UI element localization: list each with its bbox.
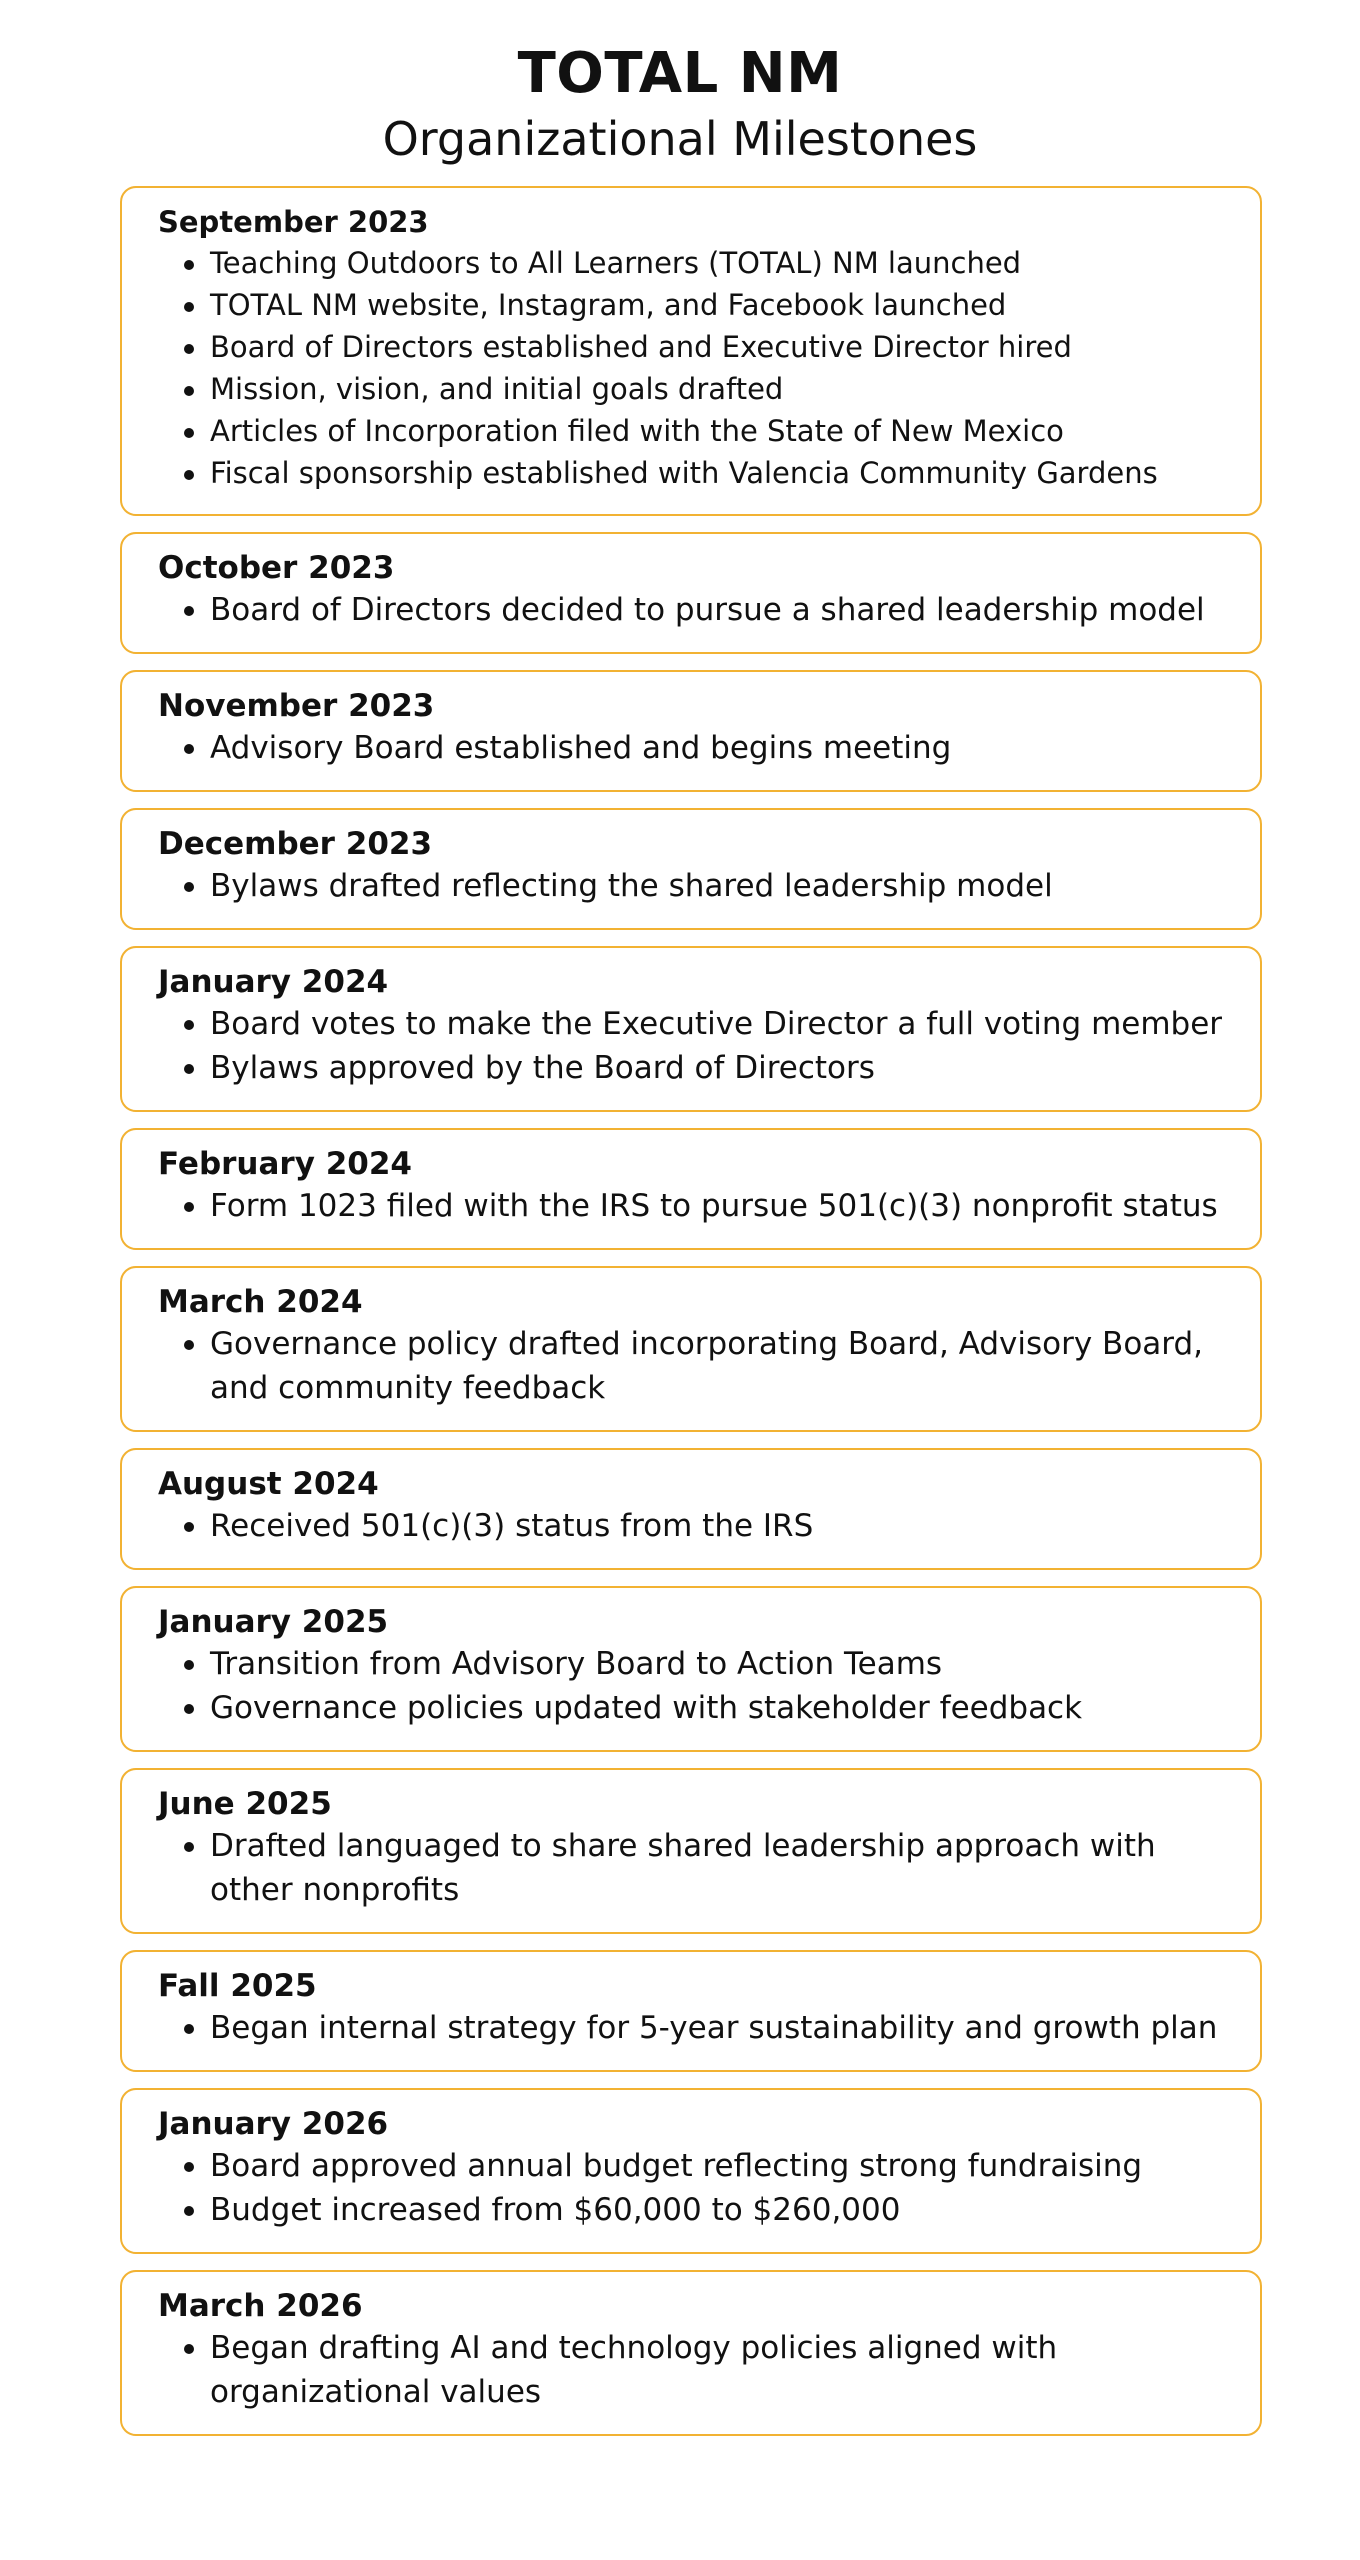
page-title: TOTAL NM <box>517 41 843 106</box>
milestone-item: TOTAL NM website, Instagram, and Facebook launched <box>210 284 1226 326</box>
milestone-list <box>158 2326 1226 2414</box>
milestone-list <box>158 1322 1226 1410</box>
milestone-card <box>120 1950 1262 2072</box>
milestone-card <box>120 946 1262 1112</box>
milestone-list <box>158 1184 1226 1228</box>
milestone-list <box>158 588 1226 632</box>
milestone-card <box>120 532 1262 654</box>
milestone-item: Fiscal sponsorship established with Valencia Community Gardens <box>210 452 1226 494</box>
milestone-item: Teaching Outdoors to All Learners (TOTAL) NM launched <box>210 242 1226 284</box>
milestone-date: June 2025 <box>158 1786 332 1822</box>
milestone-card <box>120 2088 1262 2254</box>
milestone-item: Received 501(c)(3) status from the IRS <box>210 1504 1226 1548</box>
milestone-list <box>158 2006 1226 2050</box>
milestone-item: Board of Directors established and Executive Director hired <box>210 326 1226 368</box>
milestone-date: October 2023 <box>158 550 395 586</box>
milestone-list <box>158 1824 1226 1912</box>
milestone-card <box>120 1266 1262 1432</box>
milestone-item: Transition from Advisory Board to Action Teams <box>210 1642 1226 1686</box>
milestone-item: Board of Directors decided to pursue a shared leadership model <box>210 588 1226 632</box>
milestone-list <box>158 1002 1226 1090</box>
milestone-card <box>120 808 1262 930</box>
milestone-card <box>120 1586 1262 1752</box>
page-subtitle: Organizational Milestones <box>382 112 978 166</box>
milestone-item: Budget increased from $60,000 to $260,000 <box>210 2188 1226 2232</box>
milestone-list <box>158 726 1226 770</box>
milestone-item: Board votes to make the Executive Director a full voting member <box>210 1002 1226 1046</box>
milestone-item: Drafted languaged to share shared leadership approach with other nonprofits <box>210 1824 1226 1912</box>
milestone-card <box>120 670 1262 792</box>
milestone-card <box>120 1768 1262 1934</box>
milestone-list <box>158 1504 1226 1548</box>
milestone-item: Board approved annual budget reflecting strong fundraising <box>210 2144 1226 2188</box>
milestone-list <box>158 1642 1226 1730</box>
milestone-item: Advisory Board established and begins meeting <box>210 726 1226 770</box>
milestone-date: December 2023 <box>158 826 433 862</box>
milestone-timeline <box>120 186 1262 2452</box>
milestone-item: Articles of Incorporation filed with the State of New Mexico <box>210 410 1226 452</box>
milestone-date: August 2024 <box>158 1466 379 1502</box>
milestone-date: January 2026 <box>158 2106 389 2142</box>
milestone-card <box>120 186 1262 516</box>
milestone-item: Governance policies updated with stakeholder feedback <box>210 1686 1226 1730</box>
milestone-date: March 2024 <box>158 1284 363 1320</box>
milestone-item: Bylaws drafted reflecting the shared leadership model <box>210 864 1226 908</box>
milestone-item: Began drafting AI and technology policies aligned with organizational values <box>210 2326 1226 2414</box>
milestone-date: January 2025 <box>158 1604 389 1640</box>
milestone-item: Began internal strategy for 5-year sustainability and growth plan <box>210 2006 1226 2050</box>
milestone-date: Fall 2025 <box>158 1968 317 2004</box>
milestone-item: Mission, vision, and initial goals drafted <box>210 368 1226 410</box>
milestone-card <box>120 2270 1262 2436</box>
milestone-list <box>158 242 1226 494</box>
milestone-date: November 2023 <box>158 688 435 724</box>
milestone-card <box>120 1448 1262 1570</box>
milestone-date: February 2024 <box>158 1146 412 1182</box>
milestone-list <box>158 864 1226 908</box>
milestone-date: January 2024 <box>158 964 389 1000</box>
milestone-item: Governance policy drafted incorporating Board, Advisory Board, and community feedback <box>210 1322 1226 1410</box>
milestone-date: March 2026 <box>158 2288 363 2324</box>
milestone-date: September 2023 <box>158 205 429 239</box>
milestone-card <box>120 1128 1262 1250</box>
milestone-list <box>158 2144 1226 2232</box>
milestone-item: Bylaws approved by the Board of Directors <box>210 1046 1226 1090</box>
milestone-item: Form 1023 filed with the IRS to pursue 501(c)(3) nonprofit status <box>210 1184 1226 1228</box>
